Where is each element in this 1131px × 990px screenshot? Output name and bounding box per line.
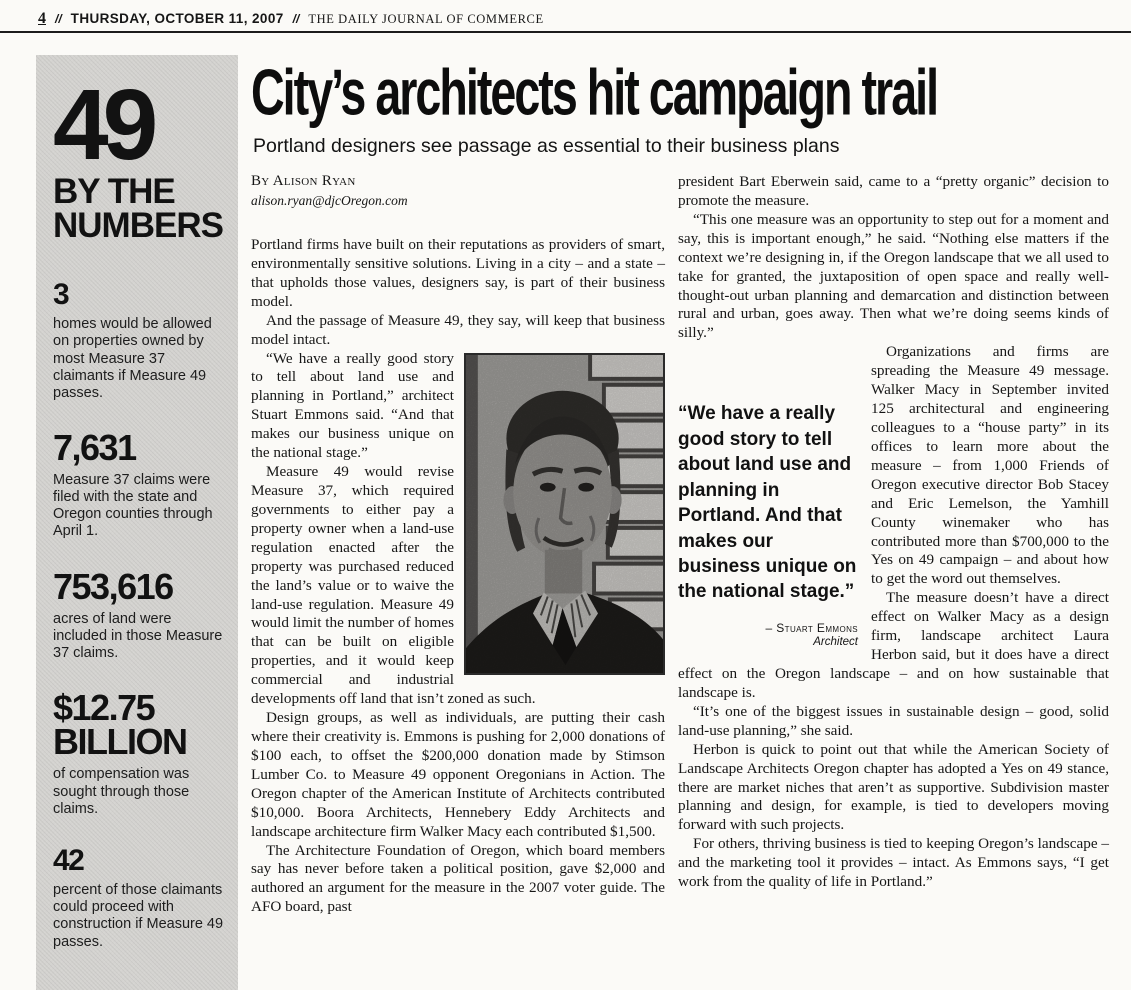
portrait-photo-stuart-emmons (464, 353, 665, 675)
body-paragraph: Portland firms have built on their reputations as providers of smart, environmentally sensitive solutions. Living in a city – and a state – that upholds those values, designers say, is part of their business model. (251, 236, 665, 310)
body-paragraph: “It’s one of the biggest issues in sustainable design – good, solid land-use planning,” she said. (678, 702, 1109, 739)
sidebar-title: BY THE NUMBERS (53, 172, 223, 245)
stat-value: 42 (53, 843, 84, 877)
article (251, 55, 1113, 990)
body-paragraph: The Architecture Foundation of Oregon, which board members say has never before taken a political position, gave $2,000 and authored an argument for the measure in the 2007 voter guide. The AFO board, past (251, 841, 665, 916)
by-the-numbers-sidebar (36, 55, 238, 990)
masthead-separator: // (55, 12, 62, 26)
body-paragraph: president Bart Eberwein said, came to a “pretty organic” decision to promote the measure. (678, 173, 1109, 209)
portrait-photo-graphic (466, 355, 663, 673)
stat-description: Measure 37 claims were filed with the state and Oregon counties through April 1. (53, 472, 213, 540)
article-subhead: Portland designers see passage as essential to their business plans (253, 135, 840, 157)
page-content (0, 33, 1131, 990)
stat-value: $12.75 BILLION (53, 687, 187, 763)
pull-quote-text: “We have a really good story to tell about land use and planning in Portland. And that makes our business unique on the national stage.” (678, 403, 857, 603)
body-paragraph: Organizations and firms are spreading the Measure 49 message. Walker Macy in September invited 125 architectural and engineering colleagues to a “house party” in its offices to learn more about the measure – from 1,000 Friends of Oregon executive director Bob Stacey and Eric Lemelson, the Yamhill County winemaker who has contributed more than $700,000 to the Yes on 49 campaign – and about how to get the word out themselves. (871, 343, 1109, 588)
stat-description: acres of land were included in those Measure 37 claims. (53, 610, 223, 661)
body-paragraph: “We have a really good story to tell about land use and planning in Portland,” architect Stuart Emmons said. “And that makes our business unique on the national stage.” (251, 349, 454, 462)
article-columns (251, 173, 1113, 917)
pull-quote (678, 343, 858, 652)
byline: By Alison Ryan (251, 173, 356, 189)
body-paragraph: And the passage of Measure 49, they say, will keep that business model intact. (251, 311, 665, 348)
masthead (0, 0, 1131, 33)
byline-email: alison.ryan@djcOregon.com (251, 193, 408, 208)
stat-item (53, 687, 224, 818)
masthead-separator: // (292, 12, 300, 26)
stat-item (53, 277, 224, 402)
body-paragraph: The measure doesn’t have a direct effect on Walker Macy as a design firm, landscape architect Laura Herbon said, but it does have a direct effect on the Oregon landscape – and on how sustainable that landscape is. (678, 589, 1109, 701)
stat-value: 753,616 (53, 565, 173, 607)
page-number: 4 (38, 10, 46, 27)
stat-value: 3 (53, 277, 69, 311)
pull-quote-attribution: – Stuart Emmons (765, 620, 858, 635)
stat-description: of compensation was sought through those claims. (53, 766, 190, 817)
sidebar-stats (53, 277, 224, 951)
body-paragraph: For others, thriving business is tied to keeping Oregon’s landscape – and the marketing tool it provides – intact. As Emmons says, “I get work from the quality of life in Portland.” (678, 835, 1109, 891)
headline-wrap (251, 55, 1113, 129)
publication-name: THE DAILY JOURNAL OF COMMERCE (308, 12, 544, 26)
body-paragraph: “This one measure was an opportunity to step out for a moment and say, this is important enough,” he said. “Nothing else matters if the context we’re designing in, if the Oregon landscape that we all used to take for granted, the juxtaposition of open space and really well-thought-out urban planning and demarcation and distinction between rural and urban, goes away. Then what we’re doing seems kinds of silly.” (678, 210, 1109, 342)
sidebar-big-number: 49 (53, 69, 153, 181)
stat-item (53, 426, 224, 541)
stat-value: 7,631 (53, 426, 136, 468)
masthead-date: THURSDAY, OCTOBER 11, 2007 (70, 11, 284, 26)
stat-description: percent of those claimants could proceed with construction if Measure 49 passes. (53, 882, 224, 950)
body-paragraph: Measure 49 would revise Measure 37, which required governments to either pay a property owner when a land-use regulation enacted after the property was purchased reduced the land’s value or to waive the land-use regulation. Measure 49 would limit the number of homes that can be built on eligible properties, and it would keep commercial and industrial developments off land that isn’t zoned as such. (251, 463, 536, 708)
pull-quote-attribution-title: Architect (813, 635, 858, 648)
stat-item (53, 565, 224, 663)
article-column-right (678, 173, 1109, 917)
article-column-left (251, 173, 665, 917)
body-paragraph: Design groups, as well as individuals, are putting their cash where their creativity is. Emmons is pushing for 2,000 donations of $100 each, to offset the $200,000 donation made by Stimson Lumber Co. to Measure 49 opponent Oregonians in Action. The Oregon chapter of the American Institute of Architects contributed $10,000. Boora Architects, Hennebery Eddy Architects and landscape architecture firm Walker Macy each contributed $1,500. (251, 709, 665, 840)
article-headline: City’s architects hit campaign trail (251, 56, 938, 129)
stat-item (53, 843, 224, 951)
body-paragraph: Herbon is quick to point out that while the American Society of Landscape Architects Oregon chapter has adopted a Yes on 49 stance, there are market niches that aren’t as supportive. Subdivision master planning and design, for example, is tied to developers moving forward with such projects. (678, 740, 1109, 834)
stat-description: homes would be allowed on properties owned by most Measure 37 claimants if Measure 49 passes. (53, 316, 212, 401)
